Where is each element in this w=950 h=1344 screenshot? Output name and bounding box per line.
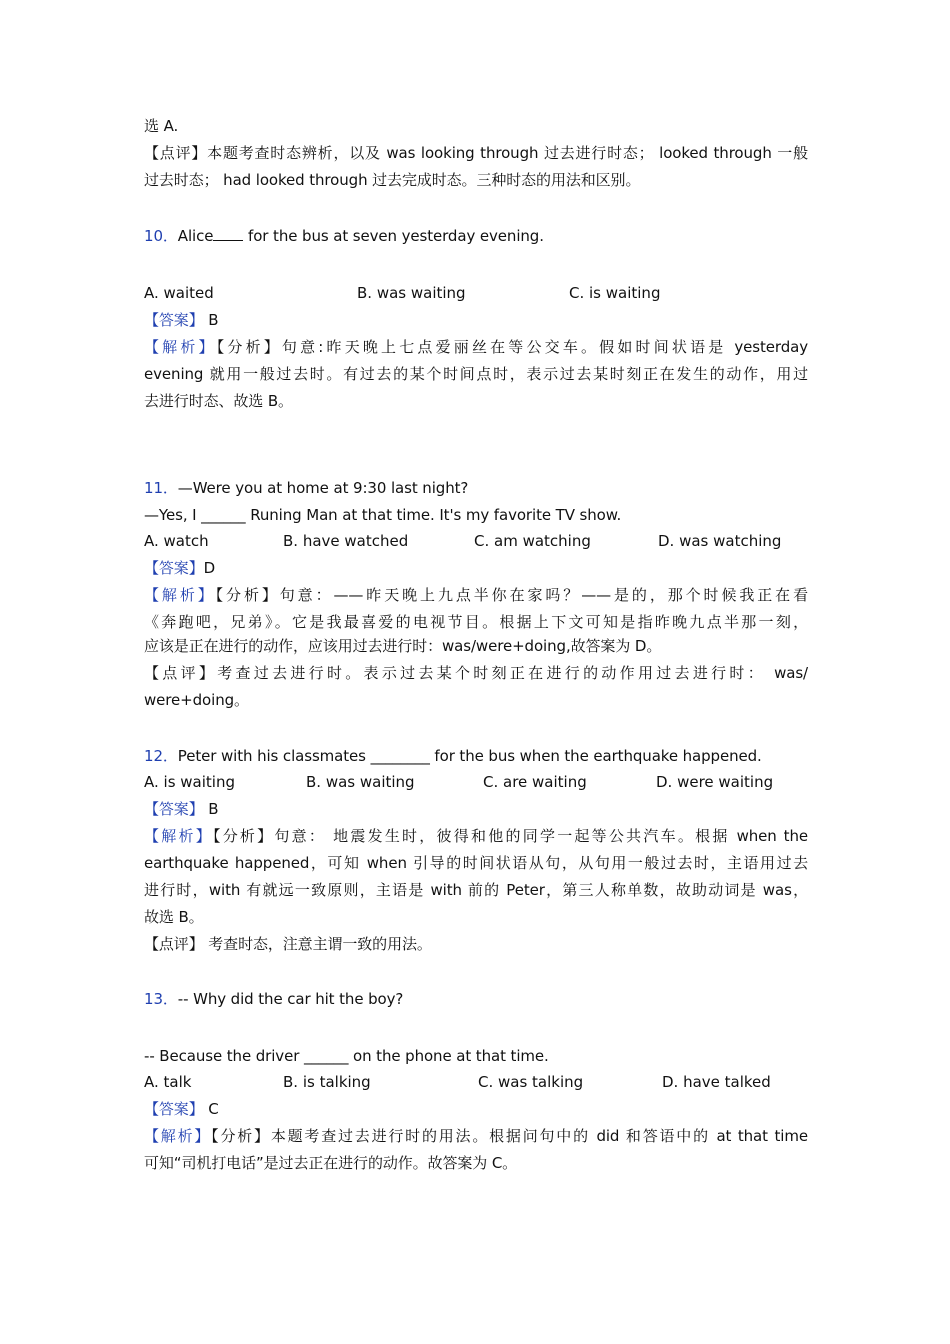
option-c: C. is waiting xyxy=(569,284,661,302)
answer-value: B xyxy=(203,800,219,818)
comment-tag: 【点评】 xyxy=(144,664,218,682)
answer-tag: 【答案】 xyxy=(144,1100,204,1118)
answer-line xyxy=(144,558,808,578)
option-c: C. are waiting xyxy=(483,773,587,791)
comment-text: 考查过去进行时。表示过去某个时刻正在进行的动作用过去进行时： was/ xyxy=(217,664,808,682)
option-a: A. watch xyxy=(144,532,209,550)
comment-line xyxy=(144,934,808,954)
analysis-line-1 xyxy=(144,585,808,605)
option-d: D. were waiting xyxy=(656,773,774,791)
analysis-line-4: 故选 B。 xyxy=(144,908,204,926)
question-number: 12． xyxy=(144,747,178,765)
comment-line-2: 过去时态； had looked through 过去完成时态。三种时态的用法和区别。 xyxy=(144,171,641,189)
analysis-tag: 【解析】 xyxy=(144,338,217,356)
stem-text-rest: for the bus at seven yesterday evening. xyxy=(243,227,544,245)
analysis-line-3: 应该是正在进行的动作，应该用过去进行时：was/were+doing,故答案为 D。 xyxy=(144,637,662,655)
question-number: 10． xyxy=(144,227,178,245)
answer-line xyxy=(144,1099,808,1119)
option-b: B. was waiting xyxy=(306,773,415,791)
comment-text: 本题考查时态辨析，以及 was looking through 过去进行时态； looked through 一般 xyxy=(207,144,808,162)
analysis-line-1 xyxy=(144,337,808,357)
stem-text: -- Why did the car hit the boy? xyxy=(177,990,404,1008)
analysis-text: 【分析】句意： 地震发生时，彼得和他的同学一起等公共汽车。根据 when the xyxy=(212,827,808,845)
option-b: B. was waiting xyxy=(357,284,466,302)
carryover-line: 选 A. xyxy=(144,117,179,135)
option-d: D. have talked xyxy=(662,1073,771,1091)
answer-line xyxy=(144,799,808,819)
question-11-stem-2: —Yes, I ______ Runing Man at that time. It's my favorite TV show. xyxy=(144,506,622,524)
analysis-line-2: 《奔跑吧，兄弟》。它是我最喜爱的电视节目。根据上下文可知是指昨晚九点半那一刻， xyxy=(144,613,808,631)
answer-tag: 【答案】 xyxy=(144,800,204,818)
analysis-text: 【分析】句意：——昨天晚上九点半你在家吗？——是的，那个时候我正在看 xyxy=(215,586,808,604)
analysis-tag: 【解析】 xyxy=(144,827,213,845)
analysis-line-2: evening 就用一般过去时。有过去的某个时间点时，表示过去某时刻正在发生的动作，用过 xyxy=(144,365,808,383)
answer-tag: 【答案】 xyxy=(144,559,204,577)
option-c: C. am watching xyxy=(474,532,591,550)
comment-line xyxy=(144,143,808,163)
stem-text: Alice xyxy=(177,227,214,245)
analysis-text: 【分析】句意:昨天晚上七点爱丽丝在等公交车。假如时间状语是 yesterday xyxy=(216,338,808,356)
analysis-tag: 【解析】 xyxy=(144,586,216,604)
option-b: B. have watched xyxy=(283,532,409,550)
option-a: A. waited xyxy=(144,284,214,302)
stem-text: —Were you at home at 9:30 last night? xyxy=(177,479,469,497)
analysis-line-2: 可知“司机打电话”是过去正在进行的动作。故答案为 C。 xyxy=(144,1154,518,1172)
analysis-text: 【分析】本题考查过去进行时的用法。根据问句中的 did 和答语中的 at that time xyxy=(211,1127,808,1145)
question-13-stem-2: -- Because the driver ______ on the phone at that time. xyxy=(144,1047,549,1065)
comment-line-1 xyxy=(144,663,808,683)
question-number: 13． xyxy=(144,990,178,1008)
question-number: 11． xyxy=(144,479,178,497)
answer-blank xyxy=(213,226,243,241)
option-b: B. is talking xyxy=(283,1073,371,1091)
comment-text: 考查时态，注意主谓一致的用法。 xyxy=(203,935,432,953)
answer-tag: 【答案】 xyxy=(144,311,204,329)
answer-value: C xyxy=(203,1100,219,1118)
comment-line-2: were+doing。 xyxy=(144,691,249,709)
analysis-line-1 xyxy=(144,1126,808,1146)
option-d: D. was watching xyxy=(658,532,782,550)
comment-tag: 【点评】 xyxy=(144,935,204,953)
analysis-line-1 xyxy=(144,826,808,846)
option-c: C. was talking xyxy=(478,1073,584,1091)
answer-line xyxy=(144,310,808,330)
question-13-stem xyxy=(144,989,808,1009)
answer-value: B xyxy=(203,311,219,329)
analysis-line-2: earthquake happened，可知 when 引导的时间状语从句，从句用一般过去时，主语用过去 xyxy=(144,854,808,872)
analysis-line-3: 去进行时态、故选 B。 xyxy=(144,392,293,410)
stem-text: Peter with his classmates ________ for the bus when the earthquake happened. xyxy=(177,747,762,765)
analysis-tag: 【解析】 xyxy=(144,1127,212,1145)
option-a: A. is waiting xyxy=(144,773,235,791)
analysis-line-3: 进行时，with 有就远一致原则，主语是 with 前的 Peter，第三人称单数，故助动词是 was， xyxy=(144,881,808,899)
option-a: A. talk xyxy=(144,1073,192,1091)
question-12-stem xyxy=(144,746,808,766)
question-10-stem xyxy=(144,226,808,246)
question-11-stem xyxy=(144,478,808,498)
comment-tag: 【点评】 xyxy=(144,144,208,162)
answer-value: D xyxy=(203,559,216,577)
